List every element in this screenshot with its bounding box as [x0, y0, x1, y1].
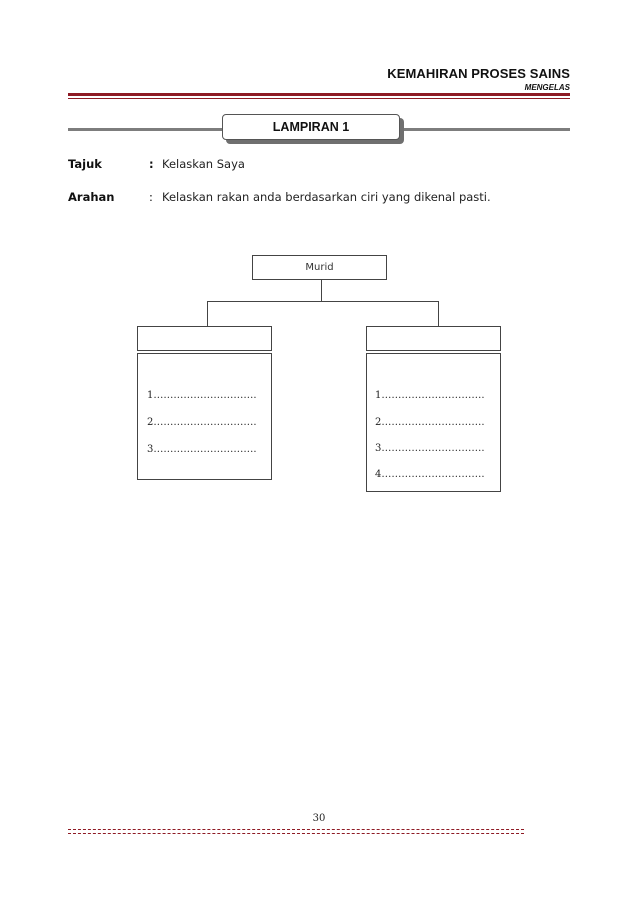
- left-branch-connector: [207, 301, 208, 326]
- list-item: 1………………………….: [375, 390, 485, 401]
- document-header-title: KEMAHIRAN PROSES SAINS: [387, 66, 570, 81]
- arahan-colon: :: [149, 190, 153, 204]
- list-item: 2………………………….: [375, 417, 485, 428]
- list-item: 1………………………….: [147, 390, 257, 401]
- tajuk-value: Kelaskan Saya: [162, 157, 245, 171]
- right-category-box: [366, 326, 501, 351]
- right-branch-connector: [438, 301, 439, 326]
- list-item: 3………………………….: [375, 443, 485, 454]
- tajuk-colon: :: [149, 157, 154, 171]
- arahan-value: Kelaskan rakan anda berdasarkan ciri yang dikenal pasti.: [162, 190, 491, 204]
- right-list-box: [366, 353, 501, 492]
- header-rule-thin: [68, 98, 570, 99]
- footer-rule-dashed-bottom: [68, 833, 524, 834]
- list-item: 2………………………….: [147, 417, 257, 428]
- footer-rule-dashed-top: [68, 829, 524, 830]
- list-item: 3………………………….: [147, 444, 257, 455]
- document-header-subtitle: MENGELAS: [524, 83, 570, 92]
- branch-connector: [207, 301, 439, 302]
- left-list-box: [137, 353, 272, 480]
- root-connector: [321, 280, 322, 301]
- page-number: 30: [312, 813, 326, 824]
- arahan-label: Arahan: [68, 190, 115, 204]
- root-node-box: Murid: [252, 255, 387, 280]
- tajuk-label: Tajuk: [68, 157, 102, 171]
- lampiran-banner: LAMPIRAN 1: [222, 114, 400, 140]
- list-item: 4………………………….: [375, 469, 485, 480]
- header-rule-thick: [68, 93, 570, 96]
- left-category-box: [137, 326, 272, 351]
